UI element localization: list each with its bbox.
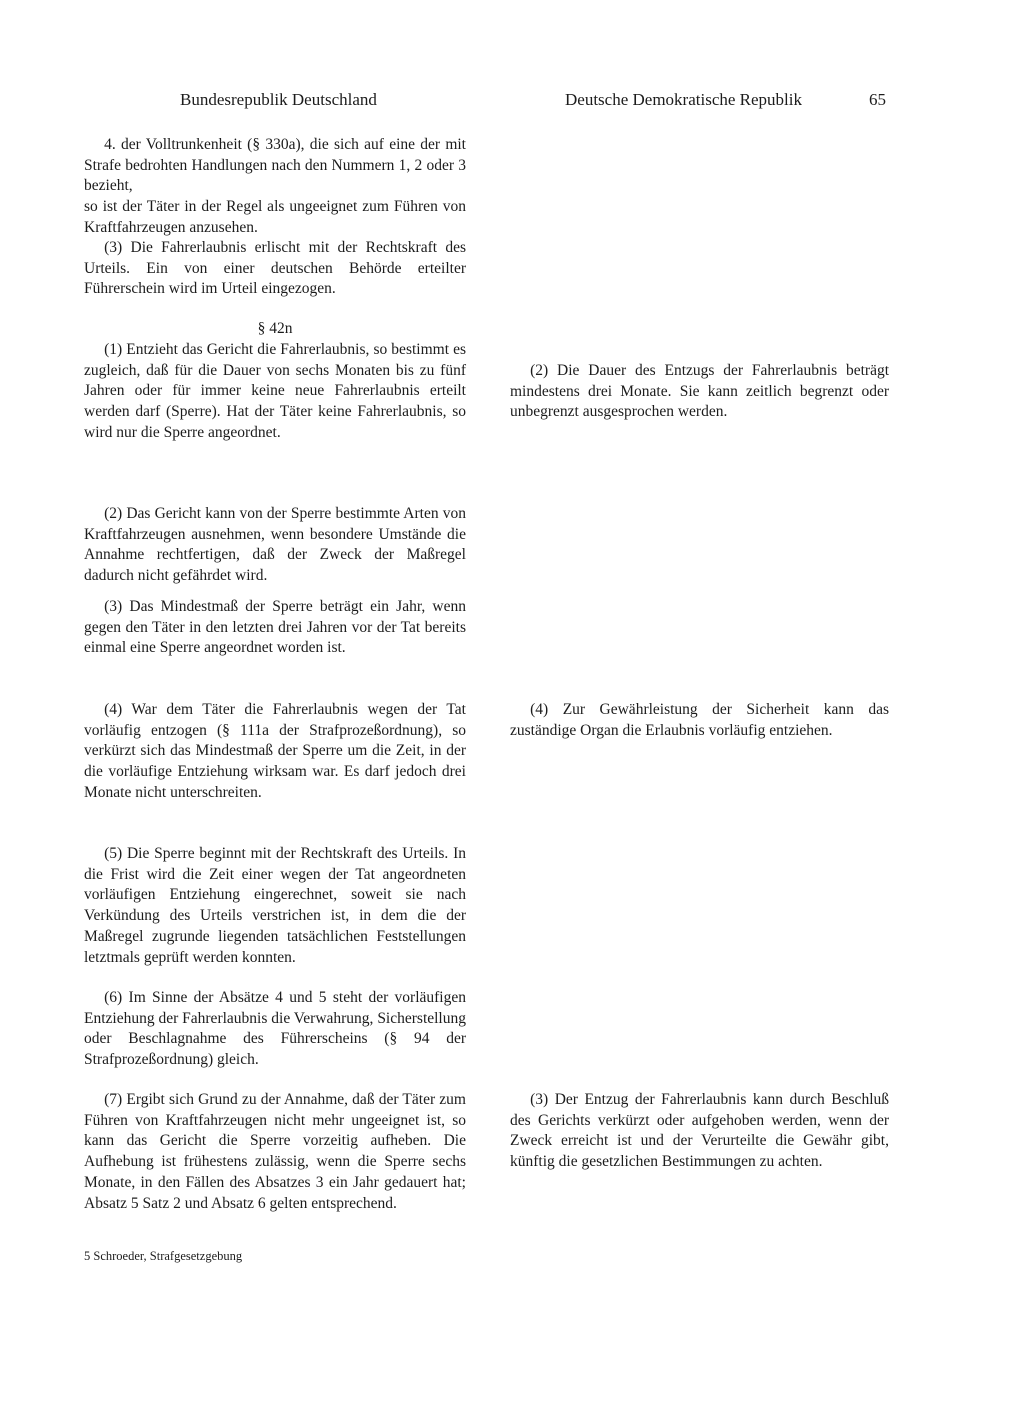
left-paragraph-4: (4) War dem Täter die Fahrerlaubnis wegen der Tat vorläufig entzogen (§ 111a der Strafprozeßordnung), so verkürzt sich das Mindestmaß der Sperre um die Zeit, in der die vorläufige Entziehung wirksam war. Es darf jedoch drei Monate nicht unterschreiten. [84, 701, 466, 801]
left-paragraph-7: (7) Ergibt sich Grund zu der Annahme, daß der Täter zum Führen von Kraftfahrzeugen nicht mehr ungeeignet ist, so kann das Gericht die Sperre vorzeitig aufheben. Die Aufhebung ist frühestens zulässig, wenn die Sperre sechs Monate, in den Fällen des Absatzes 3 ein Jahr gedauert hat; Absatz 5 Satz 2 und Absatz 6 gelten entsprechend. [84, 1091, 466, 1212]
item-4-continuation: 4. der Volltrunkenheit (§ 330a), die sich auf eine der mit Strafe bedrohten Handlungen nach den Nummern 1, 2 oder 3 bezieht, [84, 136, 466, 195]
left-column-header: Bundesrepublik Deutschland [180, 90, 377, 109]
footer-signature: 5 Schroeder, Strafgesetzgebung [84, 1249, 243, 1263]
left-paragraph-5: (5) Die Sperre beginnt mit der Rechtskraft des Urteils. In die Frist wird die Zeit einer wegen der Tat angeordneten vorläufigen Entziehung eingerechnet, soweit sie nach Verkündung des Urteils verstrichen ist, in dem die der Maßregel zugrunde liegenden tatsächlichen Feststellungen letztmals geprüft werden konnten. [84, 845, 466, 966]
left-paragraph-6: (6) Im Sinne der Absätze 4 und 5 steht der vorläufigen Entziehung der Fahrerlaubnis die Verwahrung, Sicherstellung oder Beschlagnahme des Führerscheins (§ 94 der Strafprozeßordnung) gleich. [84, 989, 466, 1069]
right-paragraph-2: (2) Die Dauer des Entzugs der Fahrerlaubnis beträgt mindestens drei Monate. Sie kann zeitlich begrenzt oder unbegrenzt ausgesprochen werden. [510, 362, 889, 421]
paragraph-3-previous: (3) Die Fahrerlaubnis erlischt mit der Rechtskraft des Urteils. Ein von einer deutschen Behörde erteilter Führerschein wird im Urteil eingezogen. [84, 239, 466, 298]
right-paragraph-4: (4) Zur Gewährleistung der Sicherheit kann das zuständige Organ die Erlaubnis vorläufig entziehen. [510, 701, 889, 739]
left-paragraph-1: (1) Entzieht das Gericht die Fahrerlaubnis, so bestimmt es zugleich, daß für die Dauer von sechs Monaten bis zu fünf Jahren oder für immer keine neue Fahrerlaubnis erteilt werden darf (Sperre). Hat der Täter keine Fahrerlaubnis, so wird nur die Sperre angeordnet. [84, 341, 466, 441]
left-paragraph-2: (2) Das Gericht kann von der Sperre bestimmte Arten von Kraftfahrzeugen ausnehmen, wenn besondere Umstände die Annahme rechtfertigen, daß der Zweck der Maßregel dadurch nicht gefährdet wird. [84, 505, 466, 585]
right-column-header: Deutsche Demokratische Republik [565, 90, 802, 109]
page-number: 65 [869, 90, 886, 109]
left-paragraph-3: (3) Das Mindestmaß der Sperre beträgt ein Jahr, wenn gegen den Täter in den letzten drei Jahren vor der Tat bereits einmal eine Sperre angeordnet worden ist. [84, 598, 466, 657]
list-conclusion: so ist der Täter in der Regel als ungeeignet zum Führen von Kraftfahrzeugen anzusehen. [84, 198, 466, 236]
right-paragraph-3: (3) Der Entzug der Fahrerlaubnis kann durch Beschluß des Gerichts verkürzt oder aufgehoben werden, wenn der Zweck erreicht ist und der Verurteilte die Gewähr gibt, künftig die gesetzlichen Bestimmungen zu achten. [510, 1091, 889, 1171]
section-heading: § 42n [257, 320, 293, 337]
